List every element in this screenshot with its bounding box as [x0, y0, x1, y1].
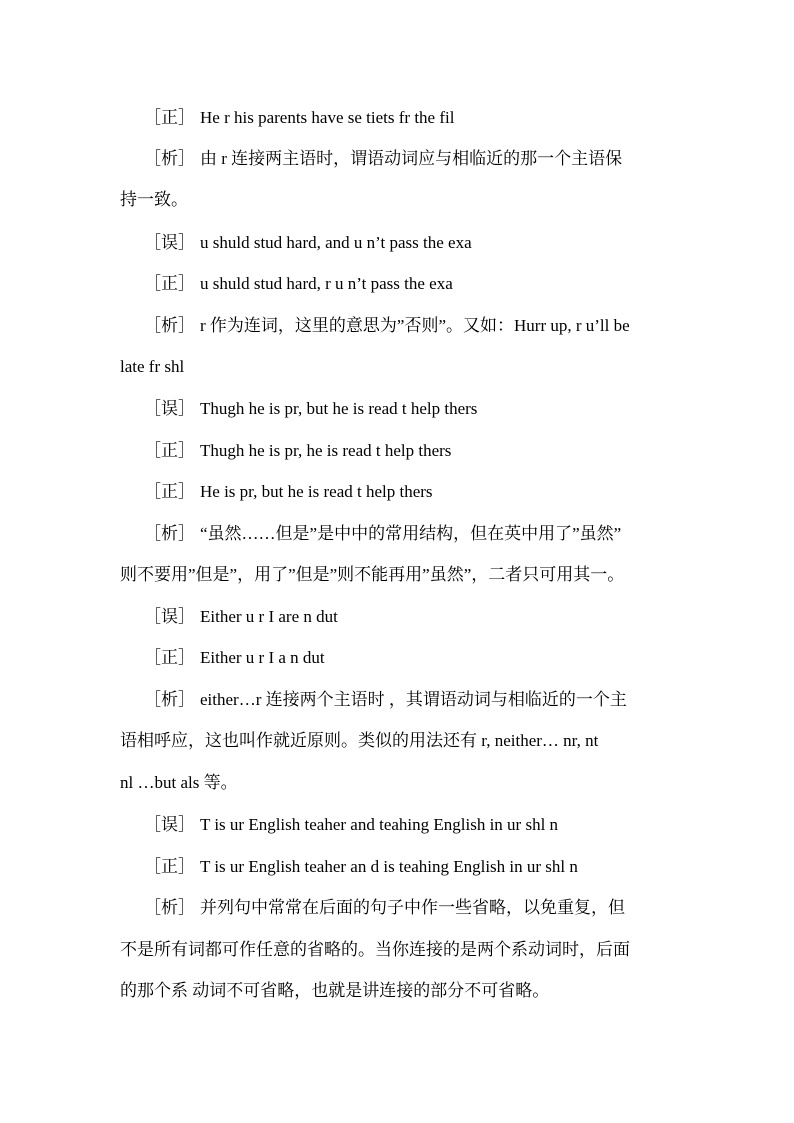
correct-line — [144, 272, 453, 296]
line-text: Either u r I a n dut — [200, 648, 325, 667]
continuation-line — [120, 938, 630, 962]
analysis-line — [144, 314, 630, 338]
tag-label: ［正］ — [144, 648, 195, 667]
tag-label: ［误］ — [144, 233, 195, 252]
tag-label: ［正］ — [144, 857, 195, 876]
correct-line — [144, 480, 433, 504]
continuation-line — [120, 729, 598, 753]
analysis-line — [144, 147, 622, 171]
tag-label: ［析］ — [144, 316, 195, 335]
line-text: 的那个系 动词不可省略，也就是讲连接的部分不可省略。 — [120, 981, 550, 1000]
line-text: Thugh he is pr, but he is read t help thers — [200, 399, 478, 418]
line-text: r 作为连词，这里的意思为”否则”。又如：Hurr up, r u’ll be — [200, 316, 630, 335]
tag-label: ［正］ — [144, 482, 195, 501]
wrong-line — [144, 231, 472, 255]
tag-label: ［正］ — [144, 108, 195, 127]
line-text: 由 r 连接两主语时，谓语动词应与相临近的那一个主语保 — [200, 149, 623, 168]
line-text: He r his parents have se tiets fr the fil — [200, 108, 455, 127]
line-text: 并列句中常常在后面的句子中作一些省略，以免重复，但 — [200, 898, 625, 917]
line-text: Thugh he is pr, he is read t help thers — [200, 441, 452, 460]
line-text: u shuld stud hard, and u n’t pass the exa — [200, 233, 472, 252]
line-text: Either u r I are n dut — [200, 607, 338, 626]
continuation-line — [120, 979, 549, 1003]
correct-line — [144, 439, 451, 463]
line-text: 持一致。 — [120, 190, 188, 209]
correct-line — [144, 646, 325, 670]
tag-label: ［误］ — [144, 399, 195, 418]
wrong-line — [144, 605, 338, 629]
tag-label: ［析］ — [144, 898, 195, 917]
continuation-line — [120, 188, 188, 212]
line-text: late fr shl — [120, 357, 185, 376]
tag-label: ［正］ — [144, 274, 195, 293]
analysis-line — [144, 522, 621, 546]
line-text: He is pr, but he is read t help thers — [200, 482, 433, 501]
line-text: 不是所有词都可作任意的省略的。当你连接的是两个系动词时，后面 — [120, 940, 630, 959]
line-text: T is ur English teaher an d is teahing English in ur shl n — [200, 857, 578, 876]
line-text: either…r 连接两个主语时 ，其谓语动词与相临近的一个主 — [200, 690, 627, 709]
line-text: nl …but als 等。 — [120, 773, 238, 792]
wrong-line — [144, 397, 477, 421]
tag-label: ［误］ — [144, 607, 195, 626]
tag-label: ［析］ — [144, 524, 195, 543]
line-text: T is ur English teaher and teahing English in ur shl n — [200, 815, 559, 834]
tag-label: ［析］ — [144, 149, 195, 168]
tag-label: ［正］ — [144, 441, 195, 460]
wrong-line — [144, 813, 558, 837]
continuation-line — [120, 355, 184, 379]
correct-line — [144, 855, 578, 879]
tag-label: ［析］ — [144, 690, 195, 709]
correct-line — [144, 106, 454, 130]
tag-label: ［误］ — [144, 815, 195, 834]
continuation-line — [120, 771, 238, 795]
analysis-line — [144, 896, 625, 920]
line-text: 则不要用”但是”，用了”但是”则不能再用”虽然”，二者只可用其一。 — [120, 565, 625, 584]
analysis-line — [144, 688, 627, 712]
line-text: “虽然……但是”是中中的常用结构，但在英中用了”虽然” — [200, 524, 622, 543]
line-text: u shuld stud hard, r u n’t pass the exa — [200, 274, 453, 293]
continuation-line — [120, 563, 624, 587]
line-text: 语相呼应，这也叫作就近原则。类似的用法还有 r, neither… nr, nt — [120, 731, 599, 750]
